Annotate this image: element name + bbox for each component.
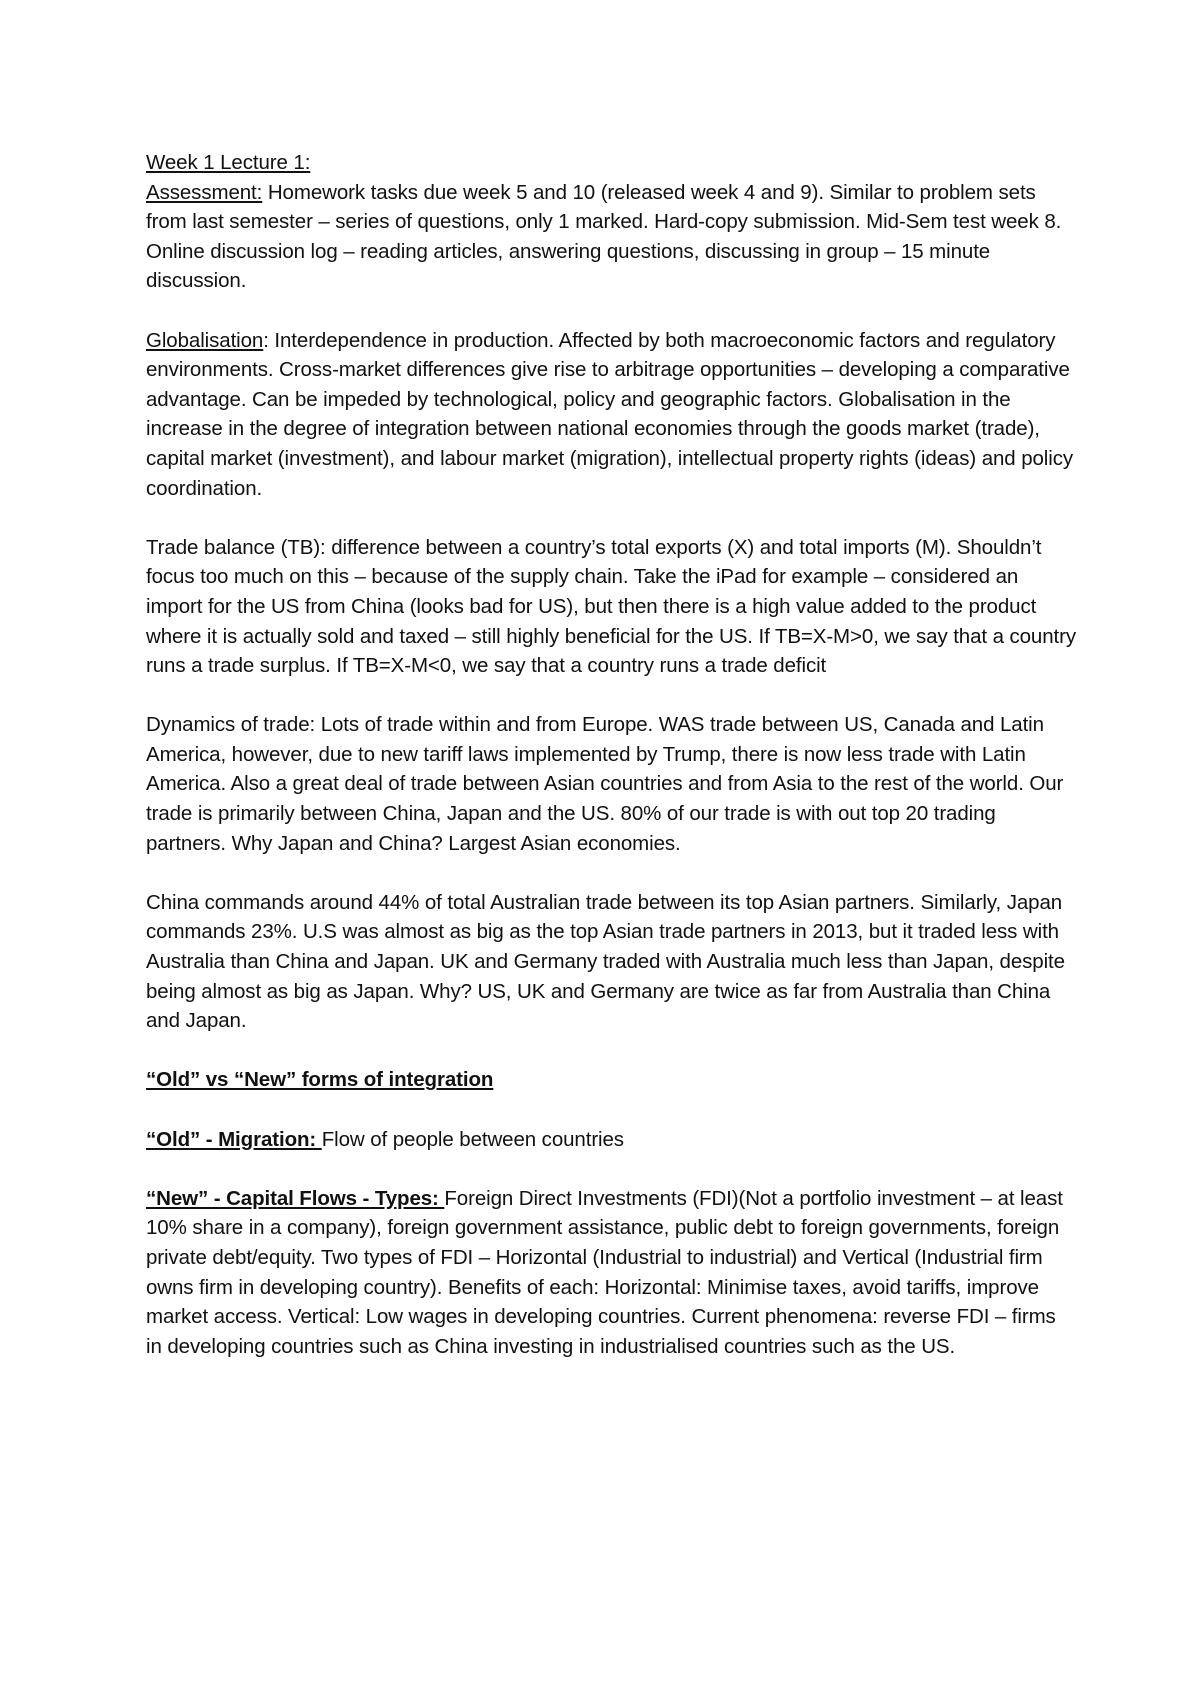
- new-capital-text: Foreign Direct Investments (FDI)(Not a portfolio investment – at least 10% share in a company), foreign government assistance, public debt to foreign governments, foreign private debt/equity. Two types of FDI – Horizontal (Industrial to industrial) and Vertical (Industrial firm owns firm in developing country). Benefits of each: Horizontal: Minimise taxes, avoid tariffs, improve market access. Vertical: Low wages in developing countries. Current phenomena: reverse FDI – firms in developing countries such as China investing in industrialised countries such as the US.: [146, 1186, 1063, 1358]
- new-capital-label: “New” - Capital Flows - Types:: [146, 1186, 445, 1210]
- assessment-label: Assessment:: [146, 180, 263, 204]
- integration-heading: [146, 1065, 1076, 1095]
- assessment-paragraph: [146, 178, 1076, 296]
- china-japan-paragraph: China commands around 44% of total Australian trade between its top Asian partners. Similarly, Japan commands 23%. U.S was almost as big as the top Asian trade partners in 2013, but it traded less with Australia than China and Japan. UK and Germany traded with Australia much less than Japan, despite being almost as big as Japan. Why? US, UK and Germany are twice as far from Australia than China and Japan.: [146, 890, 1065, 1033]
- old-migration-text: Flow of people between countries: [321, 1127, 624, 1151]
- trade-balance-paragraph: Trade balance (TB): difference between a country’s total exports (X) and total imports (M). Shouldn’t focus too much on this – because of the supply chain. Take the iPad for example – considered an import for the US from China (looks bad for US), but then there is a high value added to the product where it is actually sold and taxed – still highly beneficial for the US. If TB=X-M>0, we say that a country runs a trade surplus. If TB=X-M<0, we say that a country runs a trade deficit: [146, 535, 1077, 678]
- old-migration-label: “Old” - Migration:: [146, 1127, 322, 1151]
- integration-heading-text: “Old” vs “New” forms of integration: [146, 1068, 494, 1092]
- document-body: [146, 148, 1076, 1391]
- globalisation-text: : Interdependence in production. Affected by both macroeconomic factors and regulatory environments. Cross-market differences give rise to arbitrage opportunities – developing a comparative advantage. Can be impeded by technological, policy and geographic factors. Globalisation in the increase in the degree of integration between national economies through the goods market (trade), capital market (investment), and labour market (migration), intellectual property rights (ideas) and policy coordination.: [146, 328, 1074, 500]
- lecture-title-text: Week 1 Lecture 1:: [146, 151, 311, 174]
- globalisation-label: Globalisation: [146, 328, 264, 352]
- assessment-text: Homework tasks due week 5 and 10 (released week 4 and 9). Similar to problem sets from last semester – series of questions, only 1 marked. Hard-copy submission. Mid-Sem test week 8. Online discussion log – reading articles, answering questions, discussing in group – 15 minute discussion.: [146, 180, 1062, 293]
- globalisation-paragraph: [146, 326, 1076, 504]
- new-capital-paragraph: [146, 1184, 1076, 1362]
- lecture-title: [146, 148, 1076, 178]
- trade-dynamics-paragraph: Dynamics of trade: Lots of trade within and from Europe. WAS trade between US, Canada and Latin America, however, due to new tariff laws implemented by Trump, there is now less trade with Latin America. Also a great deal of trade between Asian countries and from Asia to the rest of the world. Our trade is primarily between China, Japan and the US. 80% of our trade is with out top 20 trading partners. Why Japan and China? Largest Asian economies.: [146, 713, 1064, 855]
- old-migration-paragraph: [146, 1125, 1076, 1155]
